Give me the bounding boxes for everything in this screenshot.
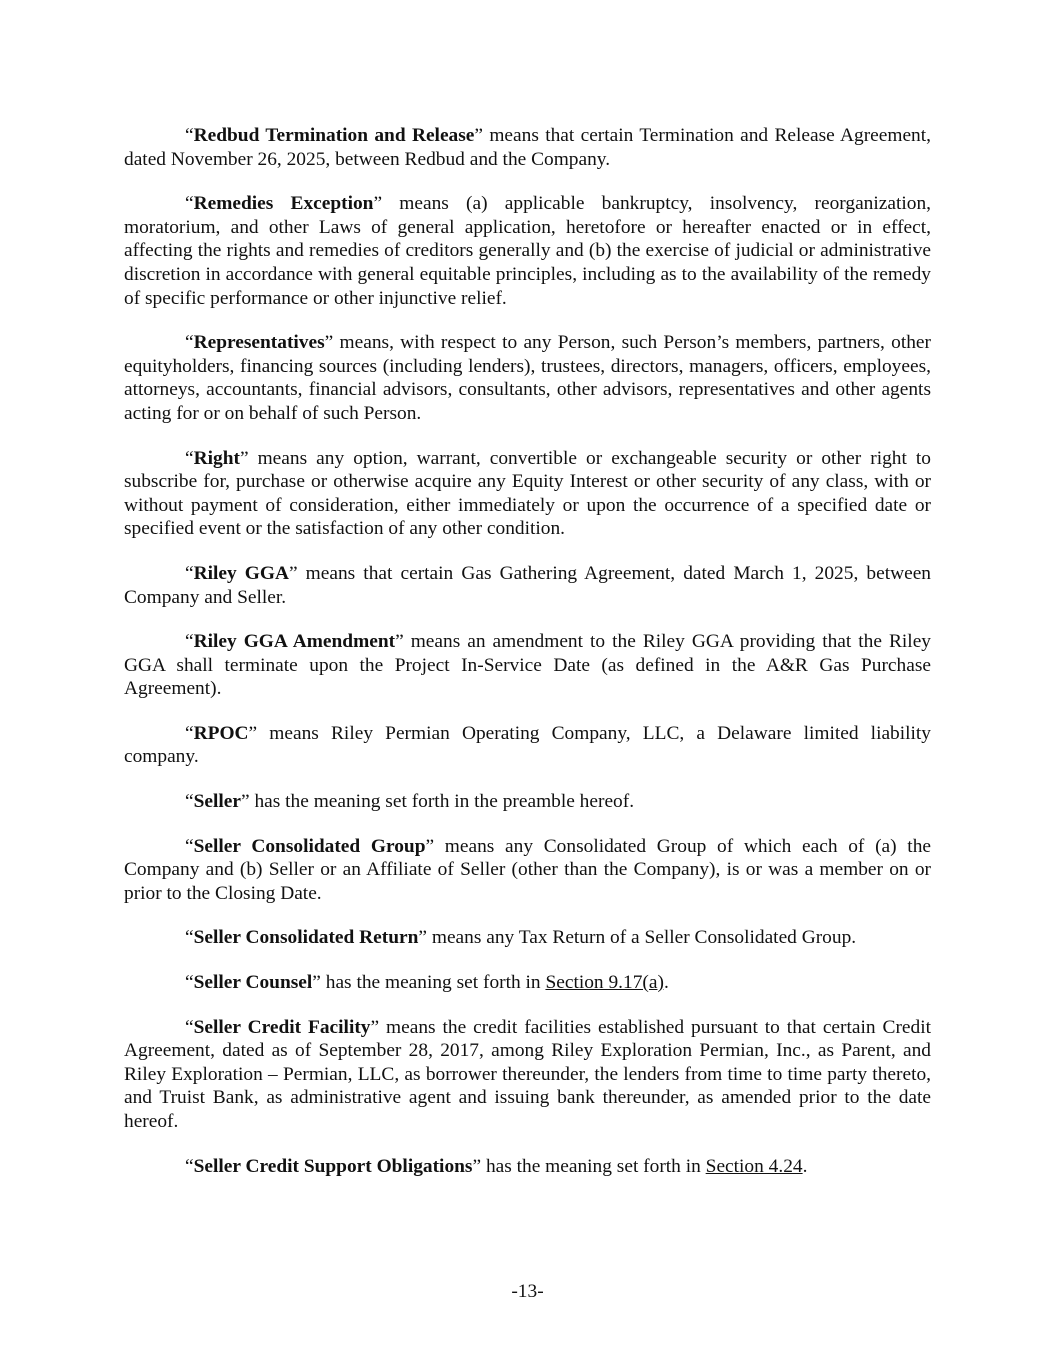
definition-text: means (a) applicable bankruptcy, insolvency, reorganization, moratorium, and other Laws of general application, heretofore or hereafter enacted or in effect, affecting the rights and remedies of creditors generally and (b) the exercise of judicial or administrative discretion in accordance with general equitable principles, including as to the availability of the remedy of specific performance or other injunctive relief. [124, 193, 931, 309]
definition-text: means any Tax Return of a Seller Consolidated Group. [427, 927, 857, 949]
definition-representatives: “Representatives” means, with respect to any Person, such Person’s members, partners, other equityholders, financing sources (including lenders), trustees, directors, managers, officers, employees, attorneys, accountants, financial advisors, consultants, other advisors, representatives and other agents acting for or on behalf of such Person. [124, 332, 931, 424]
defined-term: Seller Consolidated Group [193, 835, 426, 857]
definition-text: has the meaning set forth in the preamble hereof. [249, 791, 635, 813]
defined-term: Right [193, 447, 240, 469]
page-number: -13- [511, 1281, 544, 1302]
definition-text: means that certain Gas Gathering Agreement, dated March 1, 2025, between Company and Seller. [124, 562, 931, 608]
defined-term: Seller Credit Facility [193, 1016, 371, 1038]
definition-seller-consolidated-group: “Seller Consolidated Group” means any Consolidated Group of which each of (a) the Company and (b) Seller or an Affiliate of Seller (other than the Company), is or was a member on or prior to the Closing Date. [124, 835, 931, 904]
definition-seller-credit-facility: “Seller Credit Facility” means the credit facilities established pursuant to that certain Credit Agreement, dated as of September 28, 2017, among Riley Exploration Permian, Inc., as Parent, and Riley Exploration – Permian, LLC, as borrower thereunder, the lenders from time to time party thereto, and Truist Bank, as administrative agent and issuing bank thereunder, as amended prior to the date hereof. [124, 1016, 931, 1132]
defined-term: Seller Credit Support Obligations [193, 1155, 473, 1177]
definition-riley-gga-amendment: “Riley GGA Amendment” means an amendment to the Riley GGA providing that the Riley GGA shall terminate upon the Project In-Service Date (as defined in the A&R Gas Purchase Agreement). [124, 631, 931, 700]
defined-term: RPOC [193, 722, 249, 744]
definition-seller-counsel: “Seller Counsel” has the meaning set forth in Section 9.17(a). [185, 972, 669, 994]
defined-term: Seller Counsel [193, 972, 313, 994]
definition-text: means the credit facilities established pursuant to that certain Credit Agreement, dated as of September 28, 2017, among Riley Exploration Permian, Inc., as Parent, and Riley Exploration – Permian, LLC, as borrower thereunder, the lenders from time to time party thereto, and Truist Bank, as administrative agent and issuing bank thereunder, as amended prior to the date hereof. [124, 1016, 931, 1132]
definition-text: means any option, warrant, convertible or exchangeable security or other right to subscribe for, purchase or otherwise acquire any Equity Interest or other security of any class, with or without payment of consideration, either immediately or upon the occurrence of a specified date or specified event or the satisfaction of any other condition. [124, 447, 931, 540]
defined-term: Remedies Exception [193, 193, 374, 215]
definition-text: means, with respect to any Person, such Person’s members, partners, other equityholders, financing sources (including lenders), trustees, directors, managers, officers, employees, attorneys, accountants, financial advisors, consultants, other advisors, representatives and other agents acting for or on behalf of such Person. [124, 332, 931, 424]
definition-right: “Right” means any option, warrant, convertible or exchangeable security or other right to subscribe for, purchase or otherwise acquire any Equity Interest or other security of any class, with or without payment of consideration, either immediately or upon the occurrence of a specified date or specified event or the satisfaction of any other condition. [124, 447, 931, 540]
defined-term: Redbud Termination and Release [193, 125, 475, 146]
section-reference-link[interactable]: Section 4.24 [705, 1155, 803, 1177]
definition-text: means Riley Permian Operating Company, LLC, a Delaware limited liability company. [124, 722, 931, 768]
defined-term: Seller [193, 791, 241, 813]
definition-text: means that certain Termination and Release Agreement, dated November 26, 2025, between Redbud and the Company. [124, 125, 931, 170]
defined-term: Riley GGA [193, 562, 289, 584]
definition-seller-credit-support-obligations: “Seller Credit Support Obligations” has the meaning set forth in Section 4.24. [185, 1155, 808, 1177]
definition-rpoc: “RPOC” means Riley Permian Operating Company, LLC, a Delaware limited liability company. [124, 722, 931, 768]
definition-text: has the meaning set forth in [481, 1155, 706, 1177]
definition-seller: “Seller” has the meaning set forth in the preamble hereof. [185, 791, 635, 813]
definition-text: has the meaning set forth in [320, 972, 546, 994]
definition-riley-gga: “Riley GGA” means that certain Gas Gathering Agreement, dated March 1, 2025, between Company and Seller. [124, 562, 931, 608]
definition-text: means an amendment to the Riley GGA providing that the Riley GGA shall terminate upon the Project In-Service Date (as defined in the A&R Gas Purchase Agreement). [124, 631, 931, 700]
definition-text-tail: . [663, 972, 669, 994]
definition-text-tail: . [802, 1155, 808, 1177]
definition-redbud-termination-and-release: “Redbud Termination and Release” means that certain Termination and Release Agreement, dated November 26, 2025, between Redbud and the Company. [124, 125, 931, 170]
defined-term: Representatives [193, 332, 325, 354]
definitions-body [124, 124, 931, 1199]
section-reference-link[interactable]: Section 9.17(a) [545, 972, 664, 994]
defined-term: Riley GGA Amendment [193, 631, 396, 653]
definition-remedies-exception: “Remedies Exception” means (a) applicable bankruptcy, insolvency, reorganization, moratorium, and other Laws of general application, heretofore or hereafter enacted or in effect, affecting the rights and remedies of creditors generally and (b) the exercise of judicial or administrative discretion in accordance with general equitable principles, including as to the availability of the remedy of specific performance or other injunctive relief. [124, 193, 931, 309]
definition-text: means any Consolidated Group of which each of (a) the Company and (b) Seller or an Affiliate of Seller (other than the Company), is or was a member on or prior to the Closing Date. [124, 835, 931, 904]
defined-term: Seller Consolidated Return [193, 927, 419, 949]
definition-seller-consolidated-return: “Seller Consolidated Return” means any Tax Return of a Seller Consolidated Group. [185, 927, 857, 949]
